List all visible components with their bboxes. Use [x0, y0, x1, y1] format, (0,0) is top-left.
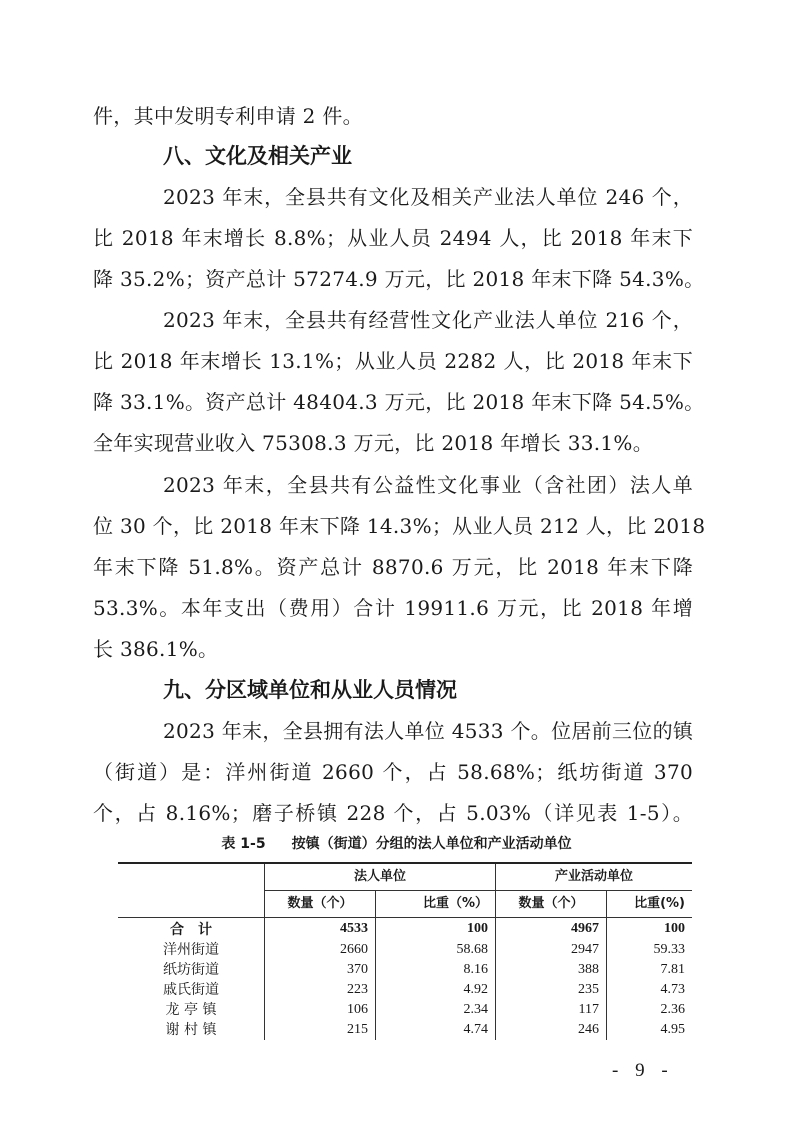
paragraph-line: 53.3%。本年支出（费用）合计 19911.6 万元，比 2018 年增 — [93, 596, 693, 620]
row-name: 谢 村 镇 — [165, 1022, 217, 1038]
legal-share: 4.74 — [376, 1020, 496, 1040]
paragraph-line: 件，其中发明专利申请 2 件。 — [93, 104, 363, 128]
paragraph-line: 个，占 8.16%；磨子桥镇 228 个，占 5.03%（详见表 1-5）。 — [93, 801, 693, 825]
legal-count: 223 — [265, 980, 376, 1000]
legal-share: 2.34 — [376, 1000, 496, 1020]
section-heading-9: 九、分区域单位和从业人员情况 — [163, 678, 457, 702]
activity-count: 2947 — [496, 940, 607, 960]
column-header: 比重（%） — [376, 891, 496, 918]
row-name: 合 计 — [170, 922, 212, 938]
table-group-header-row — [118, 863, 692, 891]
paragraph-line: 年末下降 51.8%。资产总计 8870.6 万元，比 2018 年末下降 — [93, 555, 693, 579]
column-header: 数量（个） — [496, 891, 607, 918]
legal-count: 106 — [265, 1000, 376, 1020]
paragraph-line: 比 2018 年末增长 13.1%；从业人员 2282 人，比 2018 年末下 — [93, 349, 693, 373]
table-row — [118, 940, 692, 960]
activity-share: 7.81 — [607, 960, 693, 980]
row-name: 洋州街道 — [163, 942, 219, 958]
page-number: - 9 - — [612, 1060, 674, 1081]
row-name: 龙 亭 镇 — [165, 1002, 217, 1018]
activity-count: 117 — [496, 1000, 607, 1020]
legal-share: 100 — [376, 918, 496, 941]
table-number: 表 1-5 — [221, 836, 266, 852]
legal-share: 58.68 — [376, 940, 496, 960]
section-heading-8: 八、文化及相关产业 — [163, 144, 352, 168]
activity-count: 4967 — [496, 918, 607, 941]
activity-count: 388 — [496, 960, 607, 980]
paragraph-line: 全年实现营业收入 75308.3 万元，比 2018 年增长 33.1%。 — [93, 431, 654, 455]
legal-share: 8.16 — [376, 960, 496, 980]
data-table — [118, 862, 692, 1040]
column-header: 比重(%) — [607, 891, 693, 918]
activity-count: 235 — [496, 980, 607, 1000]
activity-share: 2.36 — [607, 1000, 693, 1020]
paragraph-line: 比 2018 年末增长 8.8%；从业人员 2494 人，比 2018 年末下 — [93, 226, 693, 250]
row-name: 戚氏街道 — [163, 982, 219, 998]
paragraph-line: 降 35.2%；资产总计 57274.9 万元，比 2018 年末下降 54.3%。 — [93, 267, 705, 291]
activity-share: 4.73 — [607, 980, 693, 1000]
legal-count: 370 — [265, 960, 376, 980]
legal-count: 215 — [265, 1020, 376, 1040]
paragraph-line: 降 33.1%。资产总计 48404.3 万元，比 2018 年末下降 54.5%。 — [93, 390, 705, 414]
table-row-total — [118, 918, 692, 941]
column-group-header: 产业活动单位 — [496, 863, 693, 891]
table-row — [118, 1020, 692, 1040]
paragraph-line: 2023 年末，全县共有文化及相关产业法人单位 246 个， — [163, 185, 693, 209]
paragraph-line: （街道）是：洋州街道 2660 个，占 58.68%；纸坊街道 370 — [93, 760, 693, 784]
table-caption — [0, 834, 793, 854]
column-header: 数量（个） — [265, 891, 376, 918]
table-row — [118, 1000, 692, 1020]
paragraph-line: 长 386.1%。 — [93, 637, 219, 661]
paragraph-line: 2023 年末，全县共有经营性文化产业法人单位 216 个， — [163, 308, 693, 332]
paragraph-line: 2023 年末，全县共有公益性文化事业（含社团）法人单 — [163, 473, 693, 497]
paragraph-line: 2023 年末，全县拥有法人单位 4533 个。位居前三位的镇 — [163, 719, 694, 743]
legal-share: 4.92 — [376, 980, 496, 1000]
table-title: 按镇（街道）分组的法人单位和产业活动单位 — [291, 836, 572, 852]
activity-share: 100 — [607, 918, 693, 941]
activity-count: 246 — [496, 1020, 607, 1040]
legal-count: 2660 — [265, 940, 376, 960]
activity-share: 4.95 — [607, 1020, 693, 1040]
paragraph-line: 位 30 个，比 2018 年末下降 14.3%；从业人员 212 人，比 2018 — [93, 514, 706, 538]
column-group-header: 法人单位 — [265, 863, 496, 891]
table-row — [118, 960, 692, 980]
activity-share: 59.33 — [607, 940, 693, 960]
legal-count: 4533 — [265, 918, 376, 941]
row-name: 纸坊街道 — [163, 962, 219, 978]
table-row — [118, 980, 692, 1000]
table-corner-cell — [118, 863, 265, 918]
